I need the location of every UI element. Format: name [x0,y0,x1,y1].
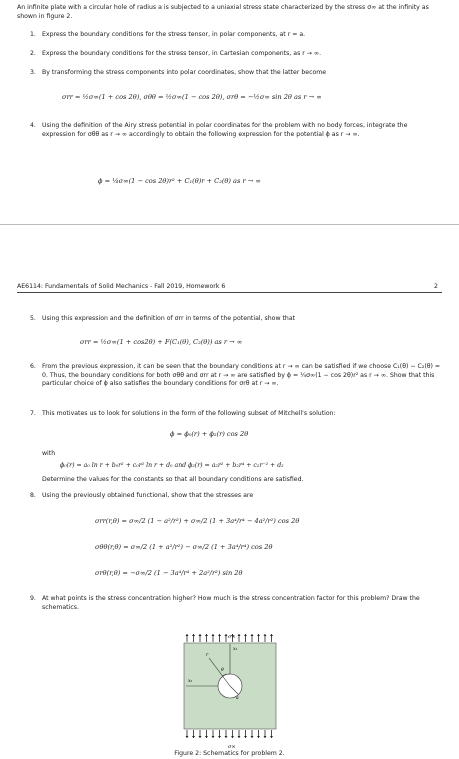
arrow-head [244,634,247,636]
item-9-text: At what points is the stress concentration higher? How much is the stress concentration factor for this problem? Draw the schematics. [42,595,420,611]
arrow-head [218,634,221,636]
theta-label: θ [221,668,224,673]
arrow-head [244,736,247,738]
a-label: a [236,696,239,701]
arrow-head [192,634,195,636]
x1-label: x₁ [233,647,238,652]
equation-sigma-tt-result: σθθ(r,θ) = σ∞/2 (1 + a²/r²) − σ∞/2 (1 + 3a⁴/r⁴) cos 2θ [95,543,273,551]
r-label: r [206,653,209,658]
arrow-head [192,736,195,738]
item-4-text: Using the definition of the Airy stress potential in polar coordinates for the problem with no body forces, integrate the expression for σθθ as r → ∞ accordingly to obtain the following expression for the potential ϕ as r → ∞. [42,122,408,138]
arrow-head [218,736,221,738]
arrow-head [238,634,241,636]
determine-text: Determine the values for the constants so that all boundary conditions are satisfied. [42,476,304,483]
item-number: 8. [30,492,36,499]
arrow-head [212,634,215,636]
equation-polar-stresses: σrr = ½σ∞(1 + cos 2θ), σθθ = ½σ∞(1 − cos 2θ), σrθ = −½σ∞ sin 2θ as r → ∞ [62,93,322,101]
arrow-head [257,634,260,636]
arrow-head [264,634,267,636]
item-3-text: By transforming the stress components into polar coordinates, show that the latter become [42,69,327,76]
equation-sigma-rr: σrr = ½σ∞(1 + cos2θ) + F(C₁(θ), C₂(θ)) as r → ∞ [80,338,243,346]
equation-mitchell: ϕ = ϕ₀(r) + ϕ₂(r) cos 2θ [170,430,249,438]
page-number: 2 [434,283,438,290]
arrow-head [205,736,208,738]
arrow-head [199,634,202,636]
arrow-head [238,736,241,738]
item-number: 7. [30,410,36,417]
arrow-head [251,634,254,636]
arrow-head [270,634,273,636]
intro-paragraph: An infinite plate with a circular hole of radius a is subjected to a uniaxial stress state characterized by the stress σ∞ at the infinity as shown in figure 2. [17,4,429,20]
arrow-head [257,736,260,738]
item-5-text: Using this expression and the definition of σrr in terms of the potential, show that [42,315,296,322]
item-number: 2. [30,50,36,57]
arrow-head [205,634,208,636]
arrow-head [264,736,267,738]
arrow-head [186,736,189,738]
arrow-head [270,736,273,738]
item-number: 3. [30,69,36,76]
arrow-head [251,736,254,738]
equation-sigma-rt-result: σrθ(r,θ) = −σ∞/2 (1 − 3a⁴/r⁴ + 2a²/r²) sin 2θ [95,569,243,577]
arrow-head [212,736,215,738]
equation-sigma-rr-result: σrr(r,θ) = σ∞/2 (1 − a²/r²) + σ∞/2 (1 + 3a⁴/r⁴ − 4a²/r²) cos 2θ [95,517,300,525]
with-label: with [42,450,56,457]
x2-label: x₂ [188,679,193,684]
item-number: 5. [30,315,36,322]
equation-potential: ϕ = ¼σ∞(1 − cos 2θ)r² + C₁(θ)r + C₂(θ) as r → ∞ [98,177,261,185]
sigma-bottom-label: σ∞ [228,744,236,750]
running-header: AE6114: Fundamentals of Solid Mechanics - Fall 2019, Homework 6 [17,283,226,290]
sigma-top-label: σ∞ [228,634,236,640]
item-1-text: Express the boundary conditions for the stress tensor, in polar components, at r = a. [42,31,306,38]
item-6-text: From the previous expression, it can be seen that the boundary conditions at r → ∞ can be satisfied if we choose C₁(θ) − C₂(θ) = 0. Thus, the boundary conditions for both σθθ and σrr at r → ∞ are satisfied by ϕ = ¼σ∞(1 − cos 2θ)r² as r → ∞. Show that this particular choice of ϕ also satisfies the boundary conditions for σrθ at r → ∞. [42,363,441,388]
item-number: 4. [30,122,36,129]
equation-phi-components: ϕ₀(r) = a₀ ln r + b₀r² + c₀r² ln r + d₀ and ϕ₂(r) = a₂r² + b₂r⁴ + c₂r⁻² + d₂ [60,462,284,469]
item-2-text: Express the boundary conditions for the stress tensor, in Cartesian components, as r → ∞. [42,50,322,57]
arrow-head [231,736,234,738]
item-number: 1. [30,31,36,38]
arrow-head [225,736,228,738]
figure-caption: Figure 2: Schematics for problem 2. [174,750,285,757]
item-7-text: This motivates us to look for solutions in the form of the following subset of Mitchell's solution: [42,410,336,417]
arrow-head [199,736,202,738]
item-number: 9. [30,595,36,602]
item-8-text: Using the previously obtained functional, show that the stresses are [42,492,254,499]
arrow-head [186,634,189,636]
bottom-traction-arrows [186,730,274,738]
item-number: 6. [30,363,36,370]
